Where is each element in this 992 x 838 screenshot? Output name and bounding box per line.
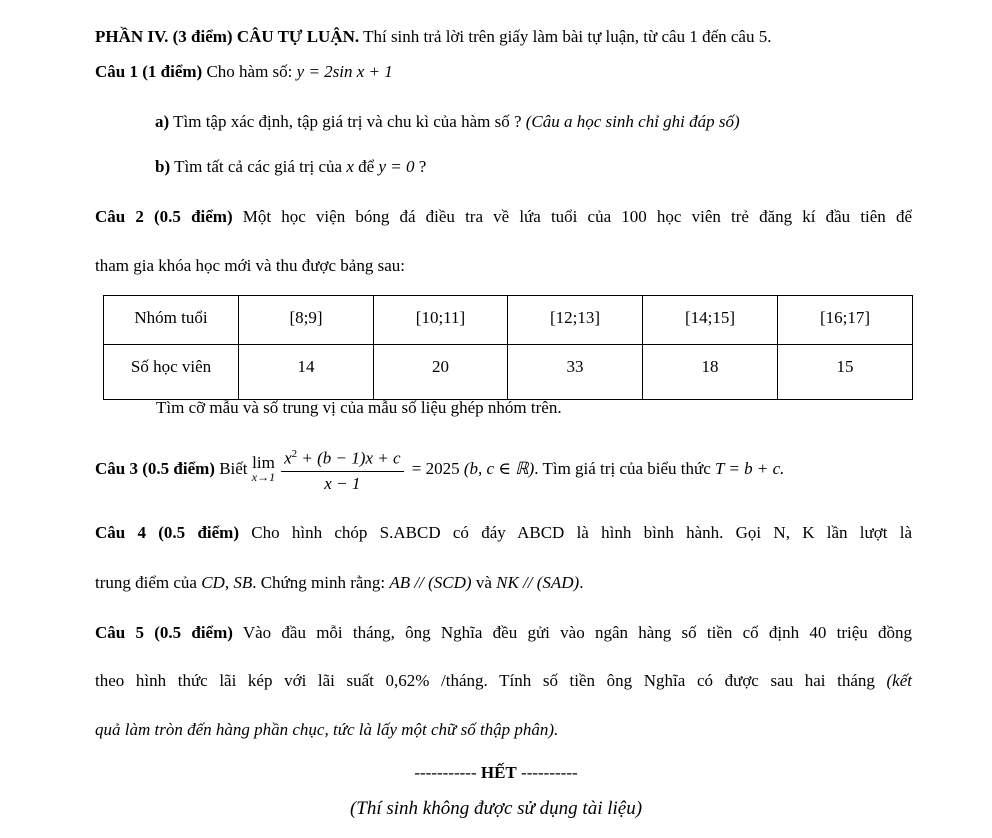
q2-label: Câu 2 (0.5 điểm) <box>95 207 233 226</box>
q5-label: Câu 5 (0.5 điểm) <box>95 623 233 642</box>
num-exponent: 2 <box>291 448 298 460</box>
age-group-table <box>103 295 913 400</box>
q4-claim-1: AB // (SCD) <box>389 573 472 592</box>
q5-line1: Vào đầu mỗi tháng, ông Nghĩa đều gửi vào ngân hàng số tiền cố định 40 triệu đồng <box>232 623 912 642</box>
q4-midpoints: CD, SB <box>201 573 253 592</box>
q3-equals: = 2025 <box>407 458 464 478</box>
limit-fraction <box>281 444 403 494</box>
part-heading <box>95 27 771 47</box>
q4-line2-c: và <box>471 573 497 592</box>
question-5-line1 <box>95 623 912 643</box>
table-cell: [12;13] <box>508 296 643 345</box>
table-row <box>104 345 913 400</box>
no-materials-note: (Thí sinh không được sử dụng tài liệu) <box>349 798 643 819</box>
part-title: PHẦN IV. (3 điểm) CÂU TỰ LUẬN. <box>95 27 360 46</box>
q1b-text1: Tìm tất cả các giá trị của <box>170 157 347 176</box>
fraction-numerator <box>281 444 403 472</box>
q4-line2-d: . <box>579 573 584 592</box>
table-row <box>104 296 913 345</box>
end-marker <box>0 763 992 783</box>
q3-text2: . Tìm giá trị của biểu thức <box>534 458 716 478</box>
q4-line1: Cho hình chóp S.ABCD có đáy ABCD là hình bình hành. Gọi N, K lần lượt là <box>239 523 912 542</box>
lim-word: lim <box>252 452 275 472</box>
question-2-line1 <box>95 207 912 227</box>
question-4-line2 <box>95 573 583 593</box>
num-rest: + (b − 1)x + c <box>297 448 401 468</box>
q1a-label: a) <box>155 112 170 131</box>
question-1a <box>155 112 740 132</box>
q2-line1: Một học viện bóng đá điều tra về lứa tuổi của 100 học viên trẻ đăng kí đầu tiên để <box>232 207 912 226</box>
q3-text1: Biết <box>214 458 252 478</box>
row-header-age-group: Nhóm tuổi <box>104 296 239 345</box>
q4-line2-a: trung điểm của <box>95 573 202 592</box>
question-5-line3 <box>95 720 558 740</box>
q1b-cond: y = 0 <box>378 157 415 176</box>
table-cell: 14 <box>239 345 374 400</box>
q1a-text: Tìm tập xác định, tập giá trị và chu kì của hàm số ? <box>169 112 526 131</box>
table-cell: [14;15] <box>643 296 778 345</box>
q4-label: Câu 4 (0.5 điểm) <box>95 523 239 542</box>
num-x: x <box>284 448 292 468</box>
q1a-note: (Câu a học sinh chỉ ghi đáp số) <box>525 112 740 131</box>
end-dashes-right: ---------- <box>516 763 578 782</box>
q5-note-end: quả làm tròn đến hàng phần chục, tức là lấy một chữ số thập phân). <box>95 720 559 739</box>
q4-claim-2: NK // (SAD) <box>496 573 580 592</box>
q4-line2-b: . Chứng minh rằng: <box>252 573 390 592</box>
q3-expression: T = b + c. <box>715 458 785 478</box>
q1b-text3: ? <box>414 157 427 176</box>
limit-operator <box>251 452 276 484</box>
q1-label: Câu 1 (1 điểm) <box>95 62 203 81</box>
q1b-label: b) <box>155 157 171 176</box>
table-cell: [16;17] <box>778 296 913 345</box>
end-label: HẾT <box>480 763 517 782</box>
q2-task: Tìm cỡ mẫu và số trung vị của mẫu số liệu ghép nhóm trên. <box>156 398 562 417</box>
row-header-student-count: Số học viên <box>104 345 239 400</box>
question-1b <box>155 157 426 177</box>
q3-label: Câu 3 (0.5 điểm) <box>95 458 215 478</box>
q5-note-start: (kết <box>886 671 912 690</box>
question-1 <box>95 62 393 82</box>
table-cell: [8;9] <box>239 296 374 345</box>
q2-line2: tham gia khóa học mới và thu được bảng sau: <box>95 256 405 275</box>
end-dashes-left: ----------- <box>414 763 481 782</box>
part-instructions: Thí sinh trả lời trên giấy làm bài tự luận, từ câu 1 đến câu 5. <box>359 27 772 46</box>
table-cell: 18 <box>643 345 778 400</box>
footer-note <box>0 798 992 820</box>
q1b-text2: để <box>353 157 379 176</box>
question-4-line1 <box>95 523 912 543</box>
q5-line2: theo hình thức lãi kép với lãi suất 0,62% /tháng. Tính số tiền ông Nghĩa có được sau hai tháng <box>95 671 887 690</box>
table-cell: 15 <box>778 345 913 400</box>
lim-subscript: x→1 <box>251 469 276 484</box>
question-3 <box>95 444 784 494</box>
question-2-line2 <box>95 256 405 276</box>
table-cell: [10;11] <box>374 296 508 345</box>
q3-condition: (b, c ∈ ℝ) <box>463 458 535 478</box>
q1b-var: x <box>346 157 354 176</box>
table-cell: 33 <box>508 345 643 400</box>
question-5-line2 <box>95 671 912 691</box>
q1-text: Cho hàm số: <box>202 62 297 81</box>
q1-formula: y = 2sin x + 1 <box>296 62 393 81</box>
fraction-denominator: x − 1 <box>324 473 361 493</box>
question-2-task <box>156 398 562 418</box>
table-cell: 20 <box>374 345 508 400</box>
